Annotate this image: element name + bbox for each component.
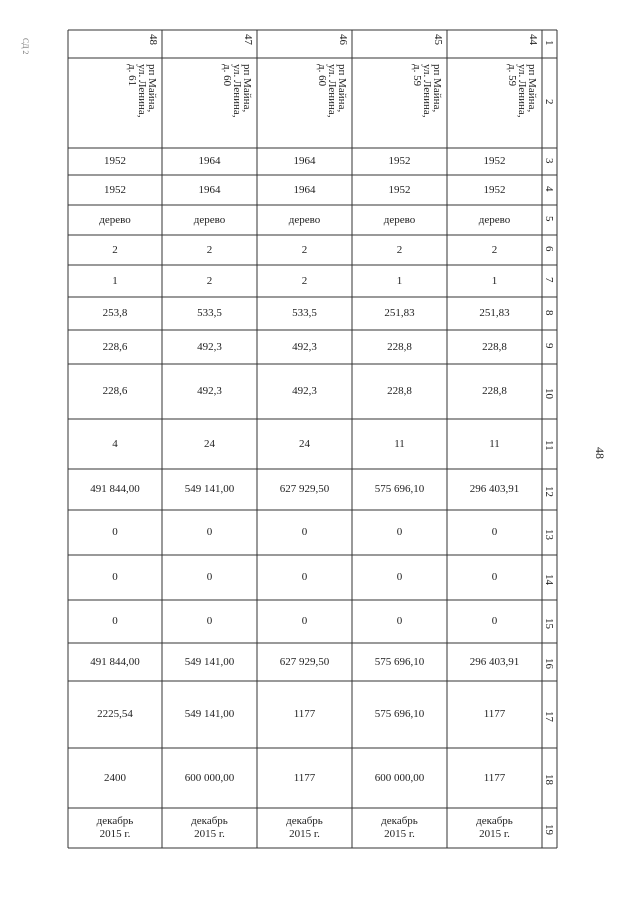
table-cell: дерево — [288, 213, 321, 226]
table-cell: 575 696,10 — [374, 708, 425, 720]
column-number: 12 — [543, 485, 555, 497]
column-number: 2 — [543, 99, 555, 105]
table-cell: 2225,54 — [97, 708, 133, 720]
table-cell: 0 — [301, 571, 308, 583]
table-cell: 492,3 — [197, 385, 222, 397]
table-cell: 228,8 — [387, 385, 412, 397]
table-cell: 1177 — [483, 708, 506, 720]
table-cell: 296 403,91 — [469, 655, 520, 668]
table-cell: 0 — [206, 526, 213, 538]
column-number: 5 — [543, 216, 555, 222]
column-number: 14 — [543, 573, 555, 585]
table-cell: декабрь 2015 г. — [381, 815, 418, 840]
table-cell: 228,6 — [102, 385, 128, 397]
table-cell: 600 000,00 — [184, 771, 235, 784]
margin-mark: СД 2 — [21, 38, 30, 55]
record-number: 48 — [147, 34, 159, 45]
column-number: 3 — [543, 157, 555, 163]
table-cell: 0 — [491, 526, 498, 538]
table-cell: 2 — [112, 243, 118, 256]
table-cell: 251,83 — [384, 307, 415, 319]
table-cell: 575 696,10 — [374, 655, 425, 668]
column-number: 19 — [543, 824, 555, 835]
record-number: 44 — [527, 34, 539, 45]
record-address: рп Майна, ул. Ленина, д. 61 — [126, 64, 158, 118]
table-cell: 0 — [112, 615, 118, 627]
column-number: 6 — [543, 246, 555, 252]
column-number: 18 — [543, 774, 555, 785]
column-number: 7 — [543, 277, 555, 283]
table-cell: 0 — [206, 615, 213, 627]
record-number: 45 — [432, 34, 444, 45]
table-cell: дерево — [478, 213, 511, 226]
record-address: рп Майна, ул. Ленина, д. 60 — [221, 64, 253, 118]
table-cell: 1177 — [293, 708, 316, 720]
table-cell: 533,5 — [197, 307, 222, 319]
table-cell: 1 — [396, 274, 403, 287]
table-cell: 0 — [491, 615, 498, 627]
table-cell: декабрь 2015 г. — [96, 815, 134, 840]
column-number: 8 — [543, 309, 555, 315]
record-number: 47 — [242, 34, 254, 45]
table-cell: 1177 — [483, 771, 506, 784]
table-cell: 0 — [491, 571, 498, 583]
table-cell: дерево — [99, 213, 131, 226]
table-cell: 492,3 — [292, 385, 317, 397]
table-cell: 228,8 — [482, 340, 507, 353]
table-cell: декабрь 2015 г. — [191, 815, 228, 840]
column-number: 9 — [543, 343, 555, 349]
column-number: 15 — [543, 617, 555, 629]
table-cell: 575 696,10 — [374, 483, 425, 495]
table-cell: 1 — [112, 274, 118, 287]
table-cell: 1964 — [198, 155, 221, 167]
table-cell: 253,8 — [102, 307, 128, 319]
table-cell: 1 — [491, 274, 498, 287]
table-cell: 2 — [396, 243, 403, 256]
table-cell: декабрь 2015 г. — [476, 815, 513, 840]
table-cell: 549 141,00 — [184, 483, 235, 495]
table-cell: 0 — [112, 526, 118, 538]
table-cell: 492,3 — [292, 340, 317, 353]
column-number: 4 — [543, 186, 555, 192]
table-cell: 296 403,91 — [469, 483, 520, 495]
table-cell: 492,3 — [197, 340, 222, 353]
record-address: рп Майна, ул. Ленина, д. 59 — [411, 64, 443, 118]
table-cell: 627 929,50 — [279, 655, 330, 668]
table-cell: дерево — [193, 213, 226, 226]
table-cell: 1964 — [293, 155, 316, 167]
table-cell: 549 141,00 — [184, 708, 235, 720]
table-cell: декабрь 2015 г. — [286, 815, 323, 840]
table-cell: 1964 — [293, 183, 316, 196]
column-number: 17 — [543, 710, 555, 722]
table-cell: 24 — [299, 437, 310, 450]
table-cell: 1952 — [483, 183, 506, 196]
record-number: 46 — [337, 34, 349, 45]
table-cell: 11 — [394, 437, 405, 450]
table-cell: 491 844,00 — [90, 655, 140, 668]
table-cell: 2 — [206, 274, 213, 287]
table-cell: 2 — [206, 243, 213, 256]
column-number: 16 — [543, 658, 555, 669]
table-cell: 0 — [206, 571, 213, 583]
table-cell: 228,8 — [482, 385, 507, 397]
table-cell: 600 000,00 — [374, 771, 425, 784]
table-cell: 251,83 — [479, 307, 510, 319]
table-cell: 0 — [396, 571, 403, 583]
table-cell: 2400 — [104, 771, 126, 784]
column-number: 11 — [543, 440, 555, 451]
table-cell: 533,5 — [292, 307, 317, 319]
table-cell: 627 929,50 — [279, 483, 330, 495]
table-cell: 4 — [112, 437, 118, 450]
table-cell: 0 — [301, 526, 308, 538]
table-cell: 0 — [112, 571, 118, 583]
column-number: 13 — [543, 528, 555, 540]
table-cell: 1177 — [293, 771, 316, 784]
table-cell: 1952 — [104, 183, 126, 196]
table-cell: 228,8 — [387, 340, 412, 353]
table-cell: 0 — [396, 526, 403, 538]
table-cell: 491 844,00 — [90, 483, 140, 495]
record-address: рп Майна, ул. Ленина, д. 60 — [316, 64, 348, 118]
table-cell: 24 — [204, 437, 215, 450]
table-cell: 1952 — [388, 155, 411, 167]
table-cell: 1952 — [388, 183, 411, 196]
table-cell: 549 141,00 — [184, 655, 235, 668]
table-cell: 11 — [489, 437, 500, 450]
record-address: рп Майна, ул. Ленина, д. 59 — [506, 64, 538, 118]
page-number: 48 — [593, 447, 607, 459]
table-cell: 0 — [396, 615, 403, 627]
table-cell: 1952 — [104, 155, 126, 167]
table-cell: 1964 — [198, 183, 221, 196]
column-number: 1 — [543, 40, 555, 46]
table-cell: 1952 — [483, 155, 506, 167]
table-cell: 2 — [301, 243, 308, 256]
table-cell: 2 — [491, 243, 498, 256]
column-number: 10 — [543, 387, 555, 399]
table-cell: 0 — [301, 615, 308, 627]
table-cell: 228,6 — [102, 340, 128, 353]
table-cell: 2 — [301, 274, 308, 287]
table-cell: дерево — [383, 213, 416, 226]
